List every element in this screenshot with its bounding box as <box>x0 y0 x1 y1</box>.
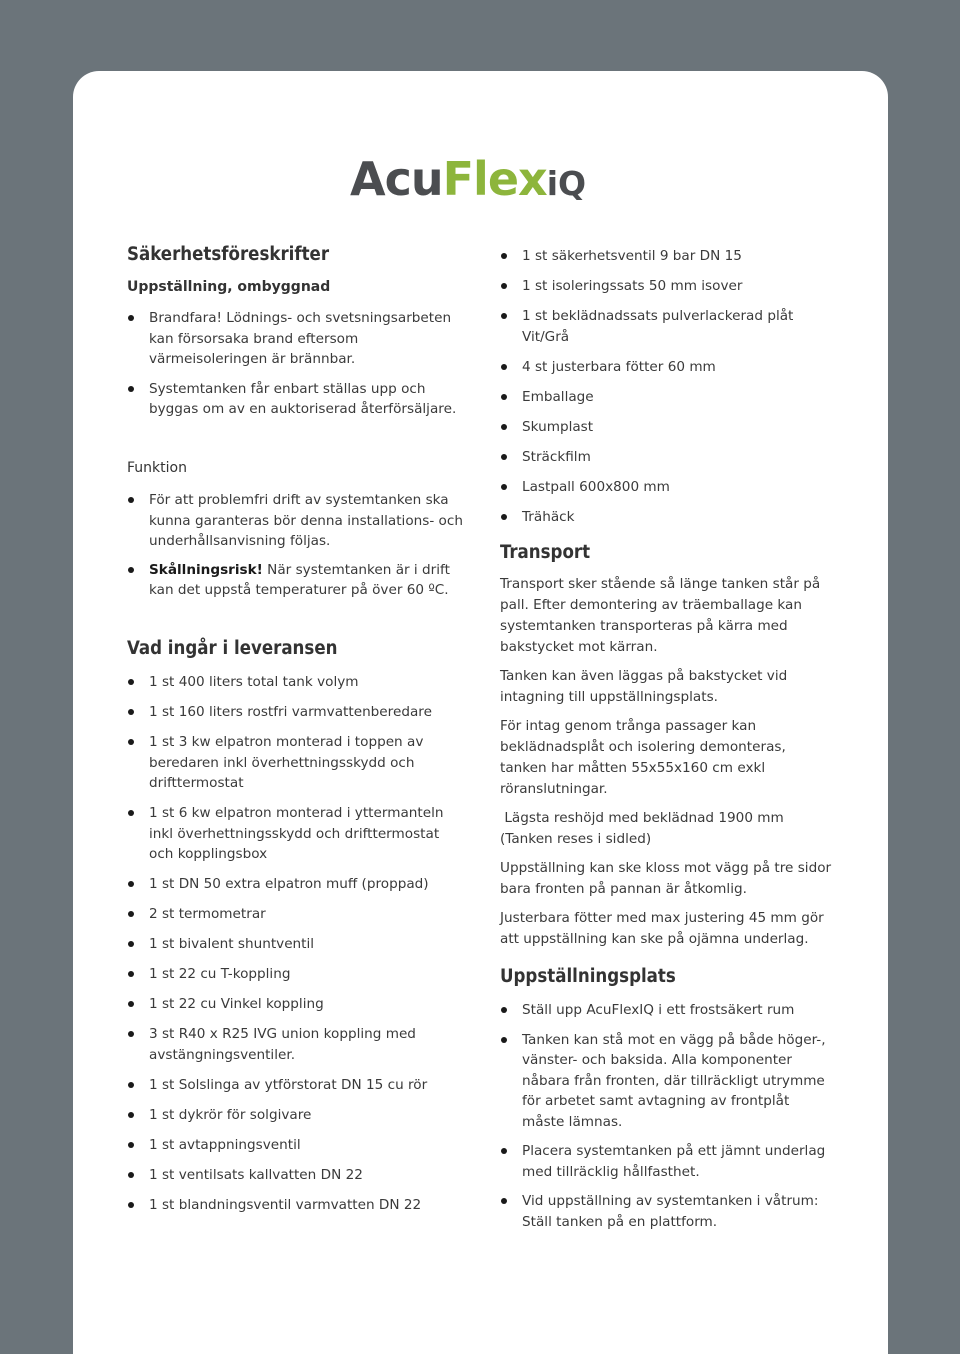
list-item: 1 st blandningsventil varmvatten DN 22 <box>127 1195 467 1216</box>
list-item: 1 st DN 50 extra elpatron muff (proppad) <box>127 874 467 895</box>
list-item: 1 st 22 cu Vinkel koppling <box>127 994 467 1015</box>
list-item: 1 st 22 cu T-koppling <box>127 964 467 985</box>
list-item: Ställ upp AcuFlexIQ i ett frostsäkert rum <box>500 1000 835 1021</box>
list-item: 1 st 3 kw elpatron monterad i toppen av beredaren inkl överhettningsskydd och drifttermostat <box>127 732 467 794</box>
transport-heading: Transport <box>500 542 591 563</box>
list-item: 2 st termometrar <box>127 904 467 925</box>
logo-acu: Acu <box>350 152 443 206</box>
list-item: 4 st justerbara fötter 60 mm <box>500 357 835 378</box>
placement-list <box>500 1000 835 1241</box>
placement-heading: Uppställningsplats <box>500 966 676 987</box>
scald-warning: Skållningsrisk! <box>149 561 263 578</box>
delivery-heading: Vad ingår i leveransen <box>127 638 338 659</box>
list-item: 1 st 400 liters total tank volym <box>127 672 467 693</box>
function-list <box>127 490 467 609</box>
list-item: 1 st isoleringssats 50 mm isover <box>500 276 835 297</box>
list-item: 1 st ventilsats kallvatten DN 22 <box>127 1165 467 1186</box>
paragraph: Tanken kan även läggas på bakstycket vid intagning till uppställningsplats. <box>500 668 788 705</box>
list-item: 1 st 160 liters rostfri varmvattenberedare <box>127 702 467 723</box>
list-item: 3 st R40 x R25 IVG union koppling med avstängningsventiler. <box>127 1024 467 1065</box>
list-item: För att problemfri drift av systemtanken ska kunna garanteras bör denna installations- och underhållsanvisning följas. <box>127 490 467 552</box>
list-item: 1 st beklädnadssats pulverlackerad plåt Vit/Grå <box>500 306 835 347</box>
list-item: 1 st dykrör för solgivare <box>127 1105 467 1126</box>
function-subheading: Funktion <box>127 460 187 476</box>
delivery-list-continued <box>500 246 835 537</box>
acuflexiq-logo <box>350 152 586 204</box>
paragraph: Transport sker stående så länge tanken står på pall. Efter demontering av träemballage kan systemtanken transporteras på kärra med bakstycket mot kärran. <box>500 576 821 655</box>
list-item: Lastpall 600x800 mm <box>500 477 835 498</box>
list-item: Brandfara! Lödnings- och svetsningsarbeten kan försorsaka brand eftersom värmeisoleringen är brännbar. <box>127 308 467 370</box>
list-item: 1 st bivalent shuntventil <box>127 934 467 955</box>
list-item <box>127 560 467 601</box>
safety-heading: Säkerhetsföreskrifter <box>127 244 330 265</box>
paragraph: Lägsta reshöjd med beklädnad 1900 mm (Tanken reses i sidled) <box>500 810 789 847</box>
list-item: 1 st Solslinga av ytförstorat DN 15 cu rör <box>127 1075 467 1096</box>
list-item: 1 st avtappningsventil <box>127 1135 467 1156</box>
list-item: Trähäck <box>500 507 835 528</box>
list-item: 1 st 6 kw elpatron monterad i yttermanteln inkl överhettningsskydd och drifttermostat och kopplingsbox <box>127 803 467 865</box>
paragraph: Uppställning kan ske kloss mot vägg på tre sidor bara fronten på pannan är åtkomlig. <box>500 860 832 897</box>
setup-subheading: Uppställning, ombyggnad <box>127 279 331 295</box>
delivery-list <box>127 672 467 1225</box>
list-item: Placera systemtanken på ett jämnt underlag med tillräcklig hållfasthet. <box>500 1141 835 1182</box>
paragraph: För intag genom trånga passager kan beklädnadsplåt och isolering demonteras, tanken har måtten 55x55x160 cm exkl röranslutningar. <box>500 718 786 797</box>
paragraph: Justerbara fötter med max justering 45 mm gör att uppställning kan ske på ojämna underlag. <box>500 910 824 947</box>
scald-text: När systemtanken är i drift kan det uppstå temperaturer på över 60 ºC. <box>149 561 450 598</box>
logo-iq: iQ <box>546 164 587 203</box>
list-item: Skumplast <box>500 417 835 438</box>
transport-body <box>500 574 835 958</box>
list-item: Vid uppställning av systemtanken i våtrum: Ställ tanken på en plattform. <box>500 1191 835 1232</box>
list-item: Emballage <box>500 387 835 408</box>
logo-flex: Flex <box>442 152 547 206</box>
list-item: Tanken kan stå mot en vägg på både höger-, vänster- och baksida. Alla komponenter nåbara från fronten, där tillräckligt utrymme för arbetet samt avtagning av frontplåt måste lämnas. <box>500 1030 835 1133</box>
list-item: Sträckfilm <box>500 447 835 468</box>
list-item: 1 st säkerhetsventil 9 bar DN 15 <box>500 246 835 267</box>
safety-list <box>127 308 467 429</box>
list-item: Systemtanken får enbart ställas upp och byggas om av en auktoriserad återförsäljare. <box>127 379 467 420</box>
